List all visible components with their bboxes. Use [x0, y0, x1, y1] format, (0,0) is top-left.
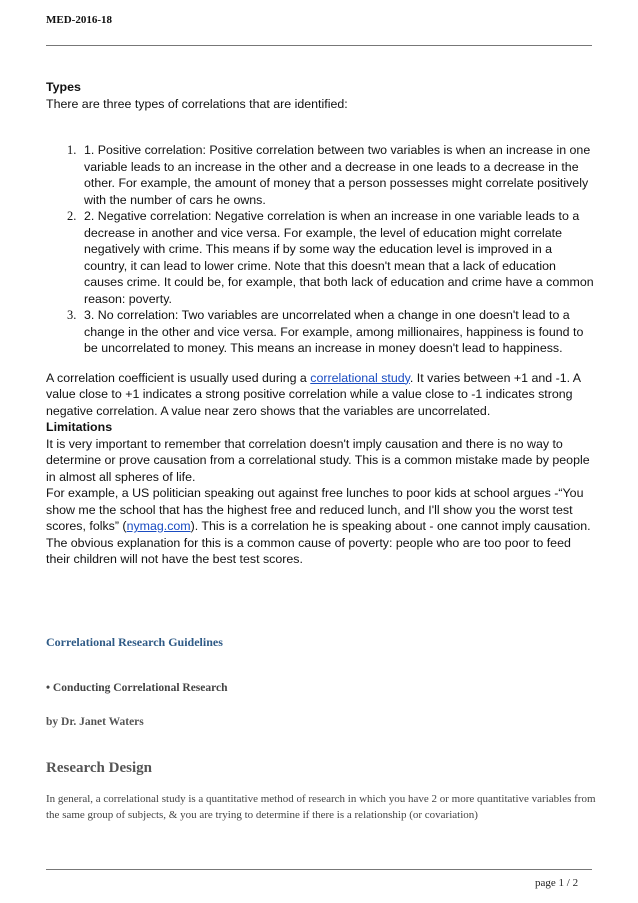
list-marker: 3.	[67, 308, 77, 322]
list-marker: 1.	[67, 143, 77, 157]
limitations-heading: Limitations	[46, 420, 113, 434]
types-intro: There are three types of correlations that are identified:	[46, 96, 348, 111]
nymag-link[interactable]: nymag.com	[126, 519, 191, 533]
coefficient-text-start: A correlation coefficient is usually used during a	[46, 370, 311, 385]
correlation-types-list	[46, 142, 596, 357]
page-number: page 1 / 2	[535, 877, 579, 889]
coefficient-paragraph	[46, 370, 596, 420]
correlational-study-link[interactable]: correlational study	[310, 370, 410, 385]
bullet-icon: •	[46, 682, 51, 694]
list-marker: 2.	[67, 209, 77, 223]
main-content	[46, 79, 596, 568]
bullet-item	[46, 682, 606, 694]
example-text-start: For example, a US politician speaking out against free lunches to poor kids at school argues -“You show me the school that has the highest free and reduced lunch, and I'll show you the worst test scores, folks” (	[46, 486, 584, 533]
research-design-paragraph: In general, a correlational study is a quantitative method of research in which you have 2 or more quantitative variables from the same group of subjects, & you are trying to determine if there is a relationship (or covariation)	[46, 793, 596, 821]
author-byline: by Dr. Janet Waters	[46, 716, 144, 728]
list-item-text: 2. Negative correlation: Negative correlation is when an increase in one variable leads to a decrease in another and vice versa. For example, the level of education might correlate negatively with crime. This means if by some way the education level is improved in a country, it can lead to lower crime. Note that this doesn't mean that a lack of education causes crime. It could be, for example, that both lack of education and crime have a common reason: poverty.	[84, 209, 594, 306]
types-heading: Types	[46, 80, 81, 94]
example-paragraph	[46, 485, 596, 568]
bullet-item-label: Conducting Correlational Research	[52, 682, 228, 694]
list-item-text: 1. Positive correlation: Positive correlation between two variables is when an increase in one variable leads to an increase in the other and a decrease in one leads to a decrease in the other. For example, the amount of money that a person possesses might correlate positively with the number of cars he owns.	[84, 143, 591, 207]
list-item	[46, 142, 596, 208]
coefficient-text-end: . It varies between +1 and -1. A value close to +1 indicates a strong positive correlation while a value close to -1 indicates strong negative correlation. A value near zero shows that the variables are uncorrelated.	[46, 370, 581, 418]
list-item	[46, 208, 596, 307]
header-divider	[46, 45, 592, 46]
limitations-paragraph: It is very important to remember that correlation doesn't imply causation and there is no way to determine or prove causation from a correlational study. This is a common mistake made by people in almost all spheres of life.	[46, 436, 590, 484]
list-item-text: 3. No correlation: Two variables are uncorrelated when a change in one doesn't lead to a change in the other and vice versa. For example, among millionaires, happiness is found to be uncorrelated to money. This means an increase in money doesn't lead to happiness.	[84, 308, 584, 355]
guidelines-title: Correlational Research Guidelines	[46, 635, 223, 649]
document-id: MED-2016-18	[46, 14, 112, 26]
research-design-heading: Research Design	[46, 760, 152, 776]
list-item	[46, 307, 596, 357]
example-text-end: ). This is a correlation he is speaking about - one cannot imply causation. The obvious explanation for this is a common cause of poverty: people who are too poor to feed their children will not have the best test scores.	[46, 519, 591, 566]
footer-divider	[46, 869, 592, 870]
